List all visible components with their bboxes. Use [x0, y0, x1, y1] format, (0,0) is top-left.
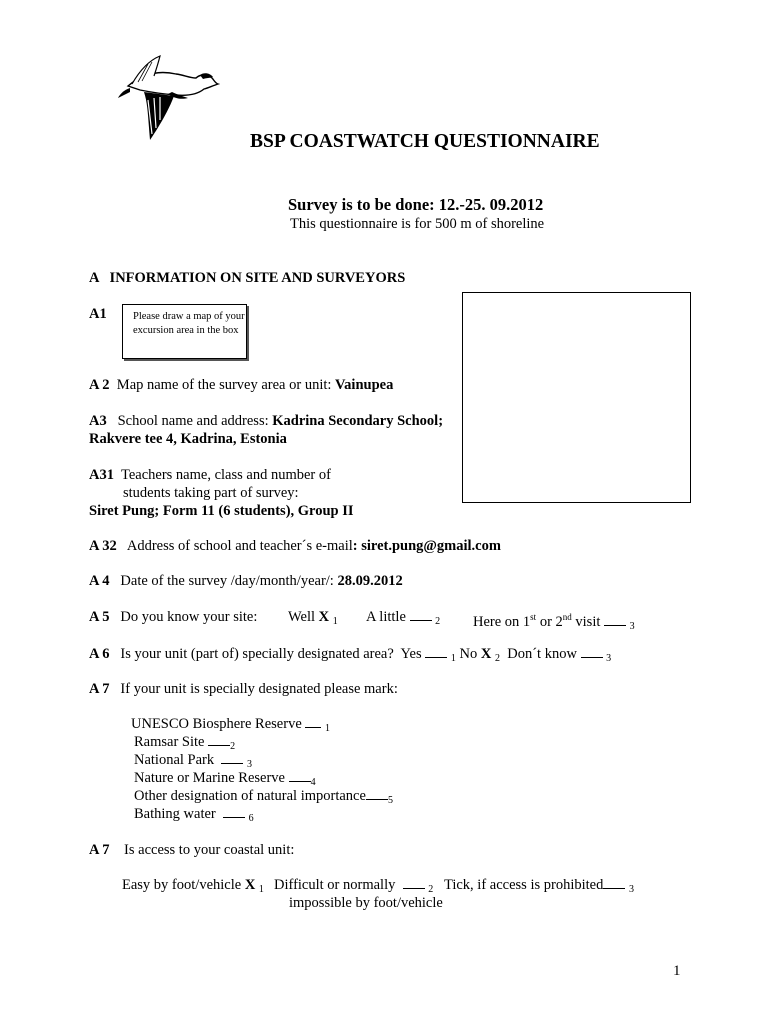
subtitle: This questionnaire is for 500 m of shoreline	[290, 216, 545, 232]
a6-option-no[interactable]	[460, 646, 500, 662]
a6-option-yes[interactable]	[401, 646, 456, 662]
a5-row	[89, 608, 257, 626]
a5-option-little[interactable]	[366, 608, 440, 631]
a32-label: A 32	[89, 538, 117, 554]
a7b-difficult-label: Difficult or normally	[274, 877, 396, 893]
a6-code-1: 1	[450, 653, 456, 664]
a7-item-blank	[366, 787, 388, 800]
a7-item-blank	[305, 715, 321, 728]
a7-question: If your unit is specially designated please mark:	[120, 681, 398, 697]
a31-question-1: Teachers name, class and number of	[120, 467, 331, 483]
a7b-code-1: 1	[258, 884, 264, 895]
a7-item-label: National Park	[134, 752, 215, 768]
a7-item-label: UNESCO Biosphere Reserve	[131, 716, 302, 732]
a7b-prohibited-label: Tick, if access is prohibited	[444, 877, 604, 893]
a4-question: Date of the survey /day/month/year/:	[120, 573, 334, 589]
a5-visit-label-a: Here on 1	[473, 614, 531, 630]
a2-answer: Vainupea	[335, 377, 394, 393]
a31-row	[89, 466, 331, 484]
a7-item-blank	[289, 769, 311, 782]
map-instruction-note: Please draw a map of your excursion area in the box	[122, 304, 247, 359]
a4-answer: 28.09.2012	[337, 573, 403, 589]
a7-item-code: 4	[310, 777, 316, 788]
a7b-prohibited-blank	[603, 876, 625, 889]
a3-row	[89, 412, 443, 430]
a5-little-label: A little	[366, 609, 406, 625]
a5-code-3: 3	[629, 621, 635, 632]
a7b-difficult-label-2: impossible by foot/vehicle	[289, 895, 443, 911]
a6-question: Is your unit (part of) specially designated area?	[120, 646, 394, 662]
a5-sup-st: st	[530, 612, 537, 622]
a7-item-code: 2	[230, 741, 236, 752]
a7b-option-prohibited[interactable]	[444, 876, 634, 899]
a7b-code-3: 3	[628, 884, 634, 895]
a7-item-label: Bathing water	[134, 806, 216, 822]
a5-well-mark: X	[318, 609, 330, 625]
a5-code-1: 1	[332, 616, 338, 627]
a7-label: A 7	[89, 681, 110, 697]
a7-item-blank	[223, 805, 245, 818]
a5-option-visit[interactable]	[473, 608, 635, 636]
a3-question: School name and address:	[117, 413, 269, 429]
map-drawing-box[interactable]	[462, 292, 691, 503]
a7-item-bathing-water[interactable]	[134, 805, 254, 828]
a6-no-label: No	[459, 646, 478, 662]
a5-label: A 5	[89, 609, 110, 625]
a6-dont-label: Don´t know	[507, 646, 577, 662]
a4-row	[89, 572, 403, 590]
a32-answer: : siret.pung@gmail.com	[352, 538, 501, 554]
a2-question: Map name of the survey area or unit:	[116, 377, 332, 393]
a32-row	[89, 537, 501, 555]
a6-row	[89, 645, 611, 668]
a6-dont-blank	[581, 645, 603, 658]
a6-code-3: 3	[606, 653, 612, 664]
page-number: 1	[673, 963, 681, 979]
a7-row	[89, 680, 398, 698]
a7b-code-2: 2	[428, 884, 434, 895]
a5-option-well[interactable]	[288, 608, 338, 631]
a6-code-2: 2	[494, 653, 500, 664]
a31-question-2: students taking part of survey:	[123, 485, 299, 501]
a5-well-label: Well	[288, 609, 316, 625]
a4-label: A 4	[89, 573, 110, 589]
a7b-row	[89, 841, 294, 859]
a5-sup-nd: nd	[562, 612, 572, 622]
a31-label: A31	[89, 467, 114, 483]
survey-dates: Survey is to be done: 12.-25. 09.2012	[288, 195, 544, 214]
a5-question: Do you know your site:	[120, 609, 258, 625]
a7-item-blank	[208, 733, 230, 746]
a7-item-label: Nature or Marine Reserve	[134, 770, 285, 786]
a7-item-code: 5	[387, 795, 393, 806]
a6-yes-label: Yes	[400, 646, 422, 662]
a6-no-mark: X	[480, 646, 492, 662]
a7b-difficult-blank	[403, 876, 425, 889]
a7-item-label: Other designation of natural importance	[134, 788, 366, 804]
a31-answer: Siret Pung; Form 11 (6 students), Group II	[89, 503, 354, 519]
a7b-easy-label: Easy by foot/vehicle	[122, 877, 242, 893]
a5-visit-label-c: visit	[571, 614, 601, 630]
a7b-easy-mark: X	[244, 877, 256, 893]
a7-item-code: 6	[248, 813, 254, 824]
a7-item-blank	[221, 751, 243, 764]
a6-yes-blank	[425, 645, 447, 658]
a7b-question: Is access to your coastal unit:	[124, 842, 295, 858]
a7b-label: A 7	[89, 842, 110, 858]
a2-row	[89, 376, 393, 394]
a3-answer-1: Kadrina Secondary School;	[272, 413, 444, 429]
page-title: BSP COASTWATCH QUESTIONNAIRE	[250, 131, 600, 152]
a5-visit-label-b: or 2	[536, 614, 563, 630]
a7-item-label: Ramsar Site	[134, 734, 205, 750]
a5-little-blank	[410, 608, 432, 621]
a7b-option-easy[interactable]	[122, 876, 264, 899]
a6-label: A 6	[89, 646, 110, 662]
a1-label: A1	[89, 306, 107, 322]
a3-answer-2: Rakvere tee 4, Kadrina, Estonia	[89, 431, 287, 447]
duck-logo-icon	[118, 48, 223, 148]
a7-item-code: 1	[325, 723, 331, 734]
a2-label: A 2	[89, 377, 110, 393]
a6-option-dont-know[interactable]	[507, 646, 611, 662]
a5-visit-blank	[604, 613, 626, 626]
a5-code-2: 2	[435, 616, 441, 627]
a7-item-code: 3	[247, 759, 253, 770]
a3-label: A3	[89, 413, 107, 429]
a32-question: Address of school and teacher´s e-mail	[126, 538, 353, 554]
section-a-heading: A INFORMATION ON SITE AND SURVEYORS	[89, 270, 406, 286]
